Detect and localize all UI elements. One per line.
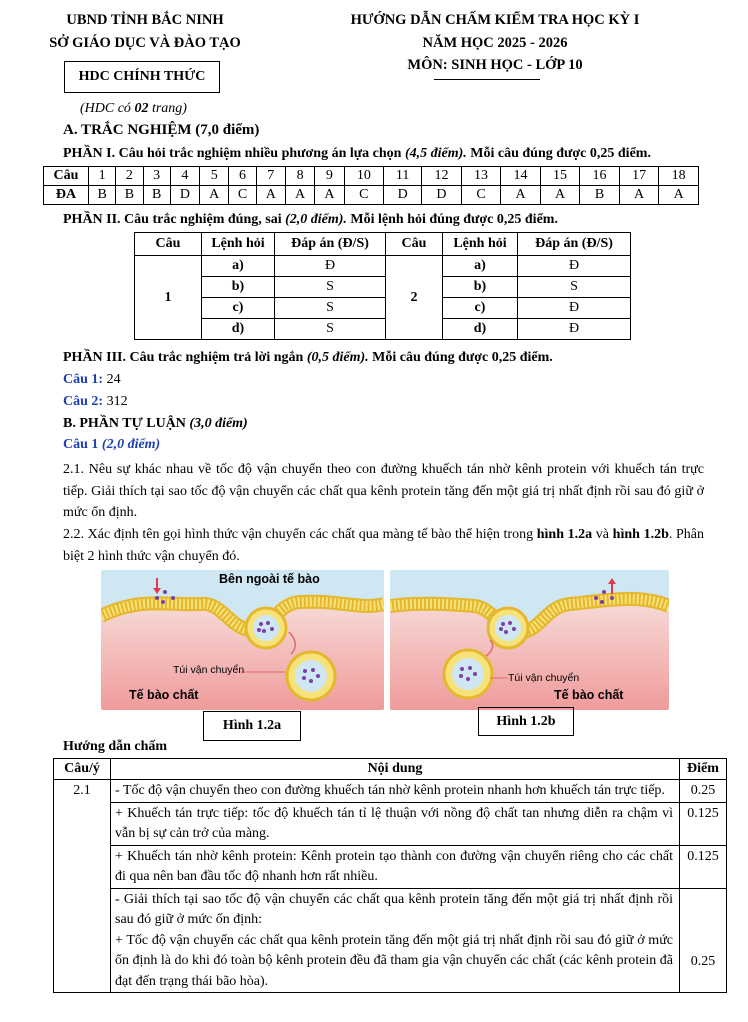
figure-1-2b bbox=[390, 570, 669, 710]
grading-content: - Giải thích tại sao tốc độ vận chuyển các chất qua kênh protein tăng đến một giá trị nhất định rồi sau đó giữ ở mức ổn định: + Tốc độ vận chuyển các chất qua kênh protein tăng đến một giá trị nhất định rồi sau đó giữ ở mức ổn định là do khi đó toàn bộ kênh protein đều đã tham gia vận chuyển các chất (các kênh protein đã đạt đến trạng thái bão hòa). bbox=[111, 888, 680, 993]
mc-answer-cell: B bbox=[89, 186, 116, 205]
grading-header-cell: Câu/ý bbox=[54, 759, 111, 780]
tf-item: c) bbox=[202, 298, 275, 319]
mc-question-cell: 5 bbox=[200, 167, 229, 186]
tf-question-number: 2 bbox=[386, 256, 443, 340]
grading-content: - Tốc độ vận chuyển theo con đường khuếch tán nhờ kênh protein nhanh hơn khuếch tán trực tiếp. bbox=[111, 780, 680, 803]
mc-question-cell: 11 bbox=[384, 167, 422, 186]
grading-header-cell: Nội dung bbox=[111, 759, 680, 780]
tf-item: d) bbox=[443, 319, 518, 340]
mc-row-label: ĐA bbox=[44, 186, 89, 205]
mc-answer-cell: B bbox=[116, 186, 143, 205]
vesicle-label: Túi vận chuyển bbox=[508, 672, 580, 684]
mc-answer-cell: B bbox=[580, 186, 620, 205]
tf-answer: Đ bbox=[518, 319, 631, 340]
mc-question-cell: 13 bbox=[461, 167, 501, 186]
tf-header-row bbox=[135, 233, 631, 256]
grading-row bbox=[54, 845, 727, 888]
mc-question-cell: 3 bbox=[143, 167, 170, 186]
outside-cell-label: Bên ngoài tế bào bbox=[219, 572, 320, 586]
mc-question-cell: 16 bbox=[580, 167, 620, 186]
tf-item: b) bbox=[443, 277, 518, 298]
mc-question-cell: 15 bbox=[540, 167, 580, 186]
tf-header-cell: Câu bbox=[135, 233, 202, 256]
section-a-title: A. TRẮC NGHIỆM (7,0 điểm) bbox=[63, 122, 260, 138]
caption-figure-1-2a: Hình 1.2a bbox=[203, 711, 301, 741]
question-2-2: 2.2. Xác định tên gọi hình thức vận chuyển các chất qua màng tế bào thể hiện trong hình 1.2a và hình 1.2b. Phân biệt 2 hình thức vận chuyển đó. bbox=[63, 527, 705, 564]
mc-question-cell: 9 bbox=[315, 167, 344, 186]
subject-underline bbox=[434, 79, 540, 80]
mc-answer-cell: A bbox=[619, 186, 659, 205]
mc-question-cell: 7 bbox=[256, 167, 285, 186]
cytoplasm-label: Tế bào chất bbox=[129, 688, 199, 702]
tf-answer: Đ bbox=[518, 256, 631, 277]
tf-header-cell: Lệnh hỏi bbox=[443, 233, 518, 256]
cytoplasm-label: Tế bào chất bbox=[554, 688, 624, 702]
page-count: (HDC có 02 trang) bbox=[80, 101, 187, 116]
short-answer-2: Câu 2: 312 bbox=[63, 394, 128, 409]
grading-table bbox=[53, 758, 727, 993]
mc-answer-cell: C bbox=[229, 186, 256, 205]
mc-answer-row bbox=[44, 186, 699, 205]
official-box: HDC CHÍNH THỨC bbox=[64, 61, 220, 93]
part1-heading: PHẦN I. Câu hỏi trắc nghiệm nhiều phương án lựa chọn (4,5 điểm). Mỗi câu đúng được 0,25 điểm. bbox=[63, 146, 651, 161]
tf-header-cell: Đáp án (Đ/S) bbox=[275, 233, 386, 256]
tf-item: a) bbox=[443, 256, 518, 277]
tf-item: c) bbox=[443, 298, 518, 319]
tf-question-number: 1 bbox=[135, 256, 202, 340]
mc-question-cell: 14 bbox=[501, 167, 541, 186]
tf-header-cell: Lệnh hỏi bbox=[202, 233, 275, 256]
tf-header-cell: Đáp án (Đ/S) bbox=[518, 233, 631, 256]
mc-answer-cell: A bbox=[540, 186, 580, 205]
mc-answer-cell: C bbox=[461, 186, 501, 205]
tf-answer-table bbox=[134, 232, 631, 340]
mc-question-cell: 2 bbox=[116, 167, 143, 186]
mc-answer-cell: A bbox=[315, 186, 344, 205]
mc-answer-cell: A bbox=[285, 186, 314, 205]
mc-question-cell: 10 bbox=[344, 167, 384, 186]
mc-question-cell: 6 bbox=[229, 167, 256, 186]
tf-answer: S bbox=[275, 319, 386, 340]
section-b-title: B. PHẦN TỰ LUẬN (3,0 điểm) bbox=[63, 416, 248, 431]
short-answer-1: Câu 1: 24 bbox=[63, 372, 121, 387]
mc-answer-cell: A bbox=[200, 186, 229, 205]
mc-answer-cell: D bbox=[422, 186, 462, 205]
grading-row bbox=[54, 888, 727, 993]
part3-heading: PHẦN III. Câu trắc nghiệm trả lời ngắn (0,5 điểm). Mỗi câu đúng được 0,25 điểm. bbox=[63, 350, 553, 365]
grading-row bbox=[54, 780, 727, 803]
grading-header-row bbox=[54, 759, 727, 780]
tf-answer: Đ bbox=[275, 256, 386, 277]
grading-row bbox=[54, 802, 727, 845]
question-2-1: 2.1. Nêu sự khác nhau về tốc độ vận chuyển theo con đường khuếch tán nhờ kênh protein với khuếch tán trực tiếp. Giải thích tại sao tốc độ vận chuyển các chất qua kênh protein tăng đến một giá trị nhất định rồi sau đó giữ ở mức ổn định. bbox=[63, 462, 704, 521]
mc-question-cell: 17 bbox=[619, 167, 659, 186]
mc-answer-cell: C bbox=[344, 186, 384, 205]
grading-content: + Khuếch tán nhờ kênh protein: Kênh protein tạo thành con đường vận chuyển riêng cho các chất đi qua nên ban đầu tốc độ nhanh hơn rất nhiều. bbox=[111, 845, 680, 888]
tf-item: b) bbox=[202, 277, 275, 298]
mc-question-cell: 8 bbox=[285, 167, 314, 186]
grading-score: 0.125 bbox=[680, 802, 727, 845]
caption-figure-1-2b: Hình 1.2b bbox=[478, 707, 574, 736]
mc-question-row bbox=[44, 167, 699, 186]
mc-answer-cell: D bbox=[170, 186, 199, 205]
mc-question-cell: 12 bbox=[422, 167, 462, 186]
grading-header-cell: Điểm bbox=[680, 759, 727, 780]
tf-answer: Đ bbox=[518, 298, 631, 319]
tf-answer: S bbox=[518, 277, 631, 298]
tf-item: a) bbox=[202, 256, 275, 277]
mc-answer-cell: D bbox=[384, 186, 422, 205]
grading-score: 0.25 bbox=[680, 780, 727, 803]
grading-score: 0.125 bbox=[680, 845, 727, 888]
grading-score: 0.25 bbox=[680, 888, 727, 993]
mc-answer-cell: A bbox=[501, 186, 541, 205]
school-year: NĂM HỌC 2025 - 2026 bbox=[422, 35, 568, 51]
figure-1-2a bbox=[101, 570, 384, 710]
part2-heading: PHẦN II. Câu trắc nghiệm đúng, sai (2,0 điểm). Mỗi lệnh hỏi đúng được 0,25 điểm. bbox=[63, 212, 558, 227]
grading-title: Hướng dẫn chấm bbox=[63, 739, 168, 754]
tf-item: d) bbox=[202, 319, 275, 340]
exocytosis-diagram bbox=[390, 570, 669, 710]
tf-answer: S bbox=[275, 298, 386, 319]
vesicle-label: Túi vận chuyển bbox=[173, 664, 245, 676]
agency-name: SỞ GIÁO DỤC VÀ ĐÀO TẠO bbox=[49, 35, 241, 51]
essay-question-1: Câu 1 (2,0 điểm) bbox=[63, 437, 161, 452]
mc-answer-cell: A bbox=[659, 186, 699, 205]
subject-line: MÔN: SINH HỌC - LỚP 10 bbox=[407, 57, 583, 73]
grading-item-id: 2.1 bbox=[54, 780, 111, 993]
mc-question-cell: 1 bbox=[89, 167, 116, 186]
mc-question-cell: 18 bbox=[659, 167, 699, 186]
grading-content: + Khuếch tán trực tiếp: tốc độ khuếch tán tỉ lệ thuận với nồng độ chất tan nhưng diễn ra chậm vì vẫn bị sự cản trở của màng. bbox=[111, 802, 680, 845]
department-name: UBND TỈNH BẮC NINH bbox=[66, 12, 224, 28]
tf-answer: S bbox=[275, 277, 386, 298]
tf-header-cell: Câu bbox=[386, 233, 443, 256]
doc-title: HƯỚNG DẪN CHẤM KIỂM TRA HỌC KỲ I bbox=[350, 12, 640, 28]
mc-answer-table bbox=[43, 166, 699, 205]
mc-question-cell: 4 bbox=[170, 167, 199, 186]
mc-answer-cell: B bbox=[143, 186, 170, 205]
mc-answer-cell: A bbox=[256, 186, 285, 205]
mc-row-label: Câu bbox=[44, 167, 89, 186]
